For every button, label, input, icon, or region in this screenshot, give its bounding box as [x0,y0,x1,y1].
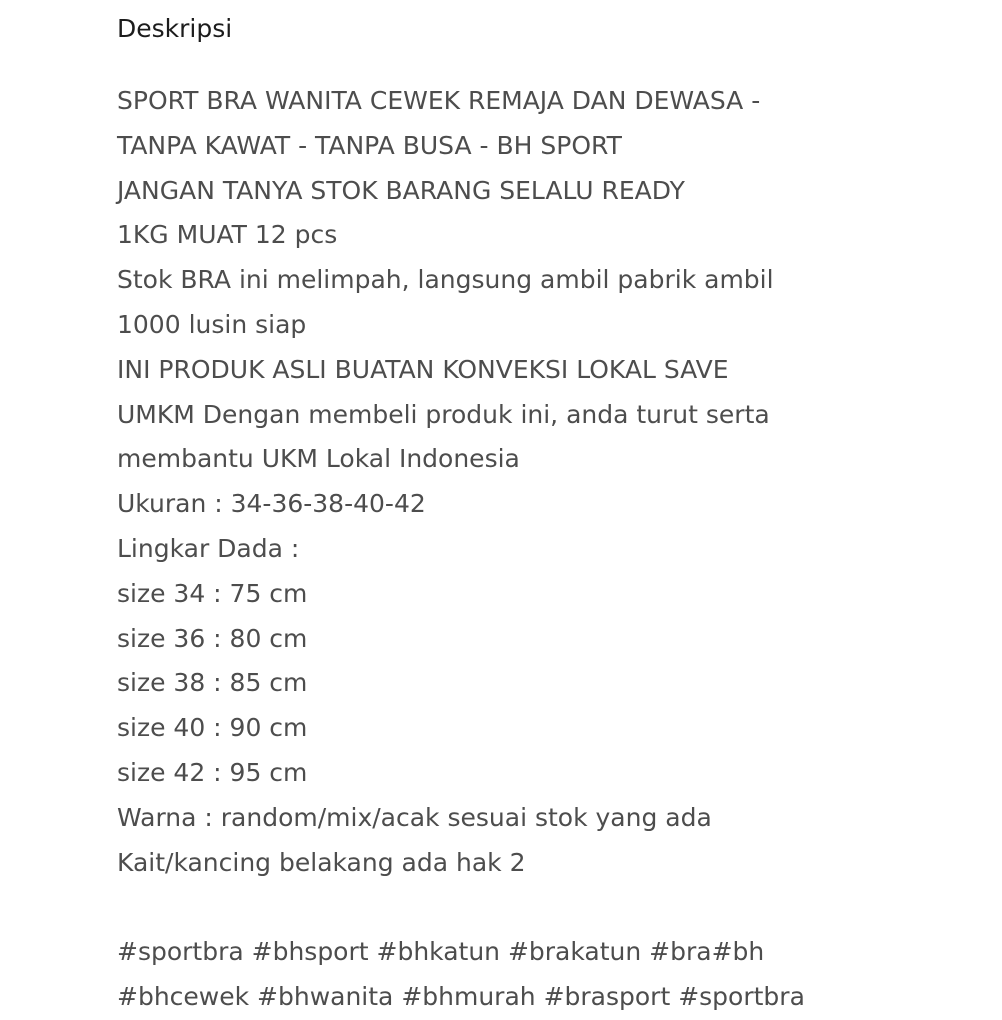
size-42-line: size 42 : 95 cm [117,757,308,787]
description-line: Stok BRA ini melimpah, langsung ambil pabrik ambil [117,265,774,295]
description-line: INI PRODUK ASLI BUATAN KONVEKSI LOKAL SAVE [117,354,729,384]
size-40-line: size 40 : 90 cm [117,713,308,743]
size-36-line: size 36 : 80 cm [117,623,308,653]
description-line: UMKM Dengan membeli produk ini, anda turut serta [117,399,770,429]
blank-line [117,885,877,930]
chest-size-heading: Lingkar Dada : [117,533,300,563]
description-body [117,79,877,1020]
description-line: JANGAN TANYA STOK BARANG SELALU READY [117,175,685,205]
description-line: SPORT BRA WANITA CEWEK REMAJA DAN DEWASA - [117,86,761,115]
description-line: 1KG MUAT 12 pcs [117,220,338,250]
size-38-line: size 38 : 85 cm [117,668,308,698]
hook-line: Kait/kancing belakang ada hak 2 [117,847,526,877]
hashtags-line: #bhcewek #bhwanita #bhmurah #brasport #sportbra [117,981,805,1011]
description-line: membantu UKM Lokal Indonesia [117,444,520,474]
color-line: Warna : random/mix/acak sesuai stok yang ada [117,802,712,832]
description-line: 1000 lusin siap [117,309,307,339]
description-heading: Deskripsi [117,14,233,43]
description-line: TANPA KAWAT - TANPA BUSA - BH SPORT [117,130,622,160]
size-34-line: size 34 : 75 cm [117,578,308,608]
hashtags-line: #sportbra #bhsport #bhkatun #brakatun #bra#bh [117,937,765,967]
size-range-line: Ukuran : 34-36-38-40-42 [117,489,426,519]
